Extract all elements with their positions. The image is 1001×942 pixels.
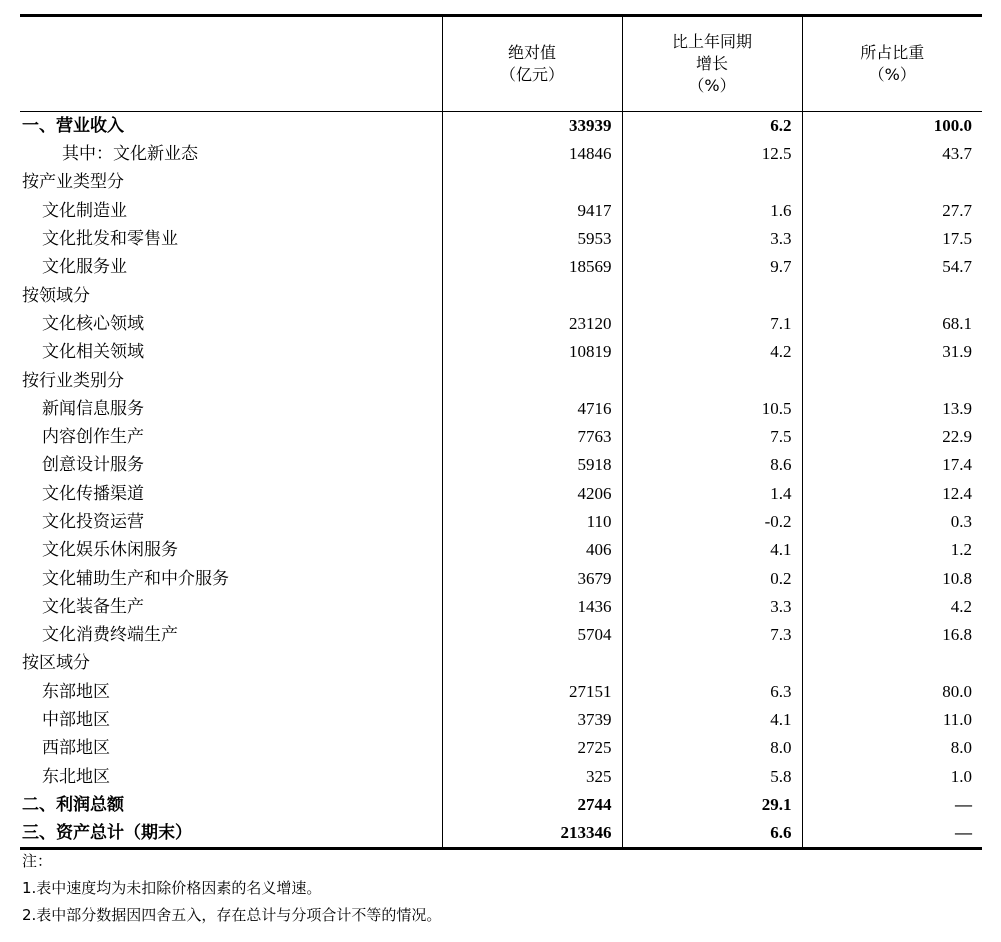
row-label: 文化辅助生产和中介服务 — [42, 568, 229, 589]
cell-absolute-value: 4206 — [442, 480, 622, 508]
table-row — [20, 112, 982, 141]
cell-yoy-growth: 0.2 — [622, 564, 802, 592]
cell-absolute-value: 5704 — [442, 621, 622, 649]
cell-yoy-growth — [622, 168, 802, 196]
cell-absolute-value: 23120 — [442, 310, 622, 338]
cell-absolute-value: 18569 — [442, 253, 622, 281]
cell-absolute-value — [442, 281, 622, 309]
table-row — [20, 678, 982, 706]
cell-share: 54.7 — [802, 253, 982, 281]
row-label: 文化核心领域 — [42, 313, 144, 334]
cell-absolute-value: 5953 — [442, 225, 622, 253]
table-row — [20, 310, 982, 338]
cell-yoy-growth — [622, 366, 802, 394]
cell-absolute-value: 110 — [442, 508, 622, 536]
cell-absolute-value: 4716 — [442, 395, 622, 423]
cell-yoy-growth: 7.3 — [622, 621, 802, 649]
cell-absolute-value: 27151 — [442, 678, 622, 706]
row-label: 中部地区 — [42, 710, 110, 731]
cell-absolute-value: 406 — [442, 536, 622, 564]
row-label: 东北地区 — [42, 766, 110, 787]
cell-share: 12.4 — [802, 480, 982, 508]
table-row — [20, 225, 982, 253]
cell-yoy-growth: 8.0 — [622, 734, 802, 762]
table-row — [20, 564, 982, 592]
row-label: 一、营业收入 — [22, 116, 124, 136]
row-label: 文化服务业 — [42, 257, 127, 278]
table-row — [20, 423, 982, 451]
cell-yoy-growth: 4.1 — [622, 706, 802, 734]
cell-share: 17.4 — [802, 451, 982, 479]
cell-share: 100.0 — [802, 112, 982, 141]
cell-share: 4.2 — [802, 593, 982, 621]
cell-yoy-growth: -0.2 — [622, 508, 802, 536]
cell-yoy-growth: 1.4 — [622, 480, 802, 508]
cell-absolute-value: 9417 — [442, 197, 622, 225]
table-row — [20, 763, 982, 791]
table-row — [20, 281, 982, 309]
table-row — [20, 649, 982, 677]
cell-absolute-value — [442, 366, 622, 394]
row-label: 文化制造业 — [42, 200, 127, 221]
cell-yoy-growth: 6.6 — [622, 819, 802, 849]
row-label: 内容创作生产 — [42, 427, 144, 448]
row-label: 文化相关领域 — [42, 342, 144, 363]
cell-yoy-growth: 7.1 — [622, 310, 802, 338]
table-row — [20, 451, 982, 479]
cell-share: 80.0 — [802, 678, 982, 706]
cell-absolute-value: 325 — [442, 763, 622, 791]
cell-share: 1.2 — [802, 536, 982, 564]
cell-absolute-value: 2725 — [442, 734, 622, 762]
row-label: 文化传播渠道 — [42, 483, 144, 504]
header-cell-label — [20, 16, 442, 112]
row-label: 按行业类别分 — [22, 370, 124, 391]
cell-absolute-value: 5918 — [442, 451, 622, 479]
table-row — [20, 338, 982, 366]
table-row — [20, 253, 982, 281]
cell-absolute-value: 33939 — [442, 112, 622, 141]
cell-share: 22.9 — [802, 423, 982, 451]
row-label: 创意设计服务 — [42, 455, 144, 476]
table-row — [20, 734, 982, 762]
cell-share: 68.1 — [802, 310, 982, 338]
cell-absolute-value — [442, 168, 622, 196]
header-cell-1: 绝对值 （亿元） — [442, 16, 622, 112]
cell-yoy-growth: 7.5 — [622, 423, 802, 451]
table-row — [20, 706, 982, 734]
cell-absolute-value: 7763 — [442, 423, 622, 451]
cell-absolute-value — [442, 649, 622, 677]
cell-share — [802, 649, 982, 677]
table-row — [20, 168, 982, 196]
cell-yoy-growth: 8.6 — [622, 451, 802, 479]
cell-absolute-value: 3679 — [442, 564, 622, 592]
cell-yoy-growth: 3.3 — [622, 225, 802, 253]
cell-share: 16.8 — [802, 621, 982, 649]
table-row — [20, 480, 982, 508]
culture-industry-table — [20, 14, 982, 850]
cell-share: 11.0 — [802, 706, 982, 734]
cell-absolute-value: 1436 — [442, 593, 622, 621]
cell-share — [802, 281, 982, 309]
cell-yoy-growth: 6.3 — [622, 678, 802, 706]
cell-share: — — [802, 819, 982, 849]
data-table-container — [20, 14, 982, 850]
table-row — [20, 791, 982, 819]
cell-share: — — [802, 791, 982, 819]
table-body — [20, 112, 982, 849]
row-label: 文化娱乐休闲服务 — [42, 540, 178, 561]
cell-yoy-growth: 6.2 — [622, 112, 802, 141]
cell-share — [802, 168, 982, 196]
table-row — [20, 819, 982, 849]
cell-yoy-growth: 4.1 — [622, 536, 802, 564]
cell-share — [802, 366, 982, 394]
cell-yoy-growth: 9.7 — [622, 253, 802, 281]
cell-share: 1.0 — [802, 763, 982, 791]
cell-yoy-growth: 12.5 — [622, 140, 802, 168]
row-label: 文化投资运营 — [42, 512, 144, 532]
table-row — [20, 536, 982, 564]
cell-absolute-value: 10819 — [442, 338, 622, 366]
notes-title: 注： — [22, 852, 53, 870]
cell-share: 27.7 — [802, 197, 982, 225]
row-label: 按产业类型分 — [22, 172, 124, 193]
table-row — [20, 395, 982, 423]
cell-absolute-value: 213346 — [442, 819, 622, 849]
note-line-2: 2.表中部分数据因四舍五入，存在总计与分项合计不等的情况。 — [22, 906, 442, 924]
row-label: 按区域分 — [22, 653, 90, 674]
table-row — [20, 508, 982, 536]
cell-share: 43.7 — [802, 140, 982, 168]
header-cell-3: 所占比重 （%） — [802, 16, 982, 112]
cell-yoy-growth: 5.8 — [622, 763, 802, 791]
table-row — [20, 140, 982, 168]
cell-yoy-growth: 3.3 — [622, 593, 802, 621]
cell-share: 10.8 — [802, 564, 982, 592]
row-label: 二、利润总额 — [22, 794, 124, 815]
cell-yoy-growth — [622, 649, 802, 677]
row-label: 文化批发和零售业 — [42, 229, 178, 250]
cell-yoy-growth: 10.5 — [622, 395, 802, 423]
cell-yoy-growth — [622, 281, 802, 309]
table-row — [20, 593, 982, 621]
table-row — [20, 366, 982, 394]
cell-absolute-value: 2744 — [442, 791, 622, 819]
note-line-1: 1.表中速度均为未扣除价格因素的名义增速。 — [22, 879, 322, 897]
table-header — [20, 16, 982, 112]
row-label: 东部地区 — [42, 681, 110, 702]
table-row — [20, 621, 982, 649]
cell-yoy-growth: 29.1 — [622, 791, 802, 819]
cell-share: 0.3 — [802, 508, 982, 536]
header-cell-2: 比上年同期 增长 （%） — [622, 16, 802, 112]
row-label: 新闻信息服务 — [42, 398, 144, 419]
cell-yoy-growth: 4.2 — [622, 338, 802, 366]
table-row — [20, 197, 982, 225]
row-label: 按领域分 — [22, 285, 90, 306]
notes-section — [22, 848, 441, 929]
cell-yoy-growth: 1.6 — [622, 197, 802, 225]
row-label: 三、资产总计（期末） — [22, 823, 192, 844]
cell-share: 13.9 — [802, 395, 982, 423]
row-label: 西部地区 — [42, 738, 110, 759]
cell-share: 17.5 — [802, 225, 982, 253]
cell-absolute-value: 14846 — [442, 140, 622, 168]
row-label: 其中：文化新业态 — [62, 144, 198, 165]
cell-share: 8.0 — [802, 734, 982, 762]
row-label: 文化装备生产 — [42, 596, 144, 617]
cell-share: 31.9 — [802, 338, 982, 366]
cell-absolute-value: 3739 — [442, 706, 622, 734]
header-row — [20, 16, 982, 112]
row-label: 文化消费终端生产 — [42, 625, 178, 646]
